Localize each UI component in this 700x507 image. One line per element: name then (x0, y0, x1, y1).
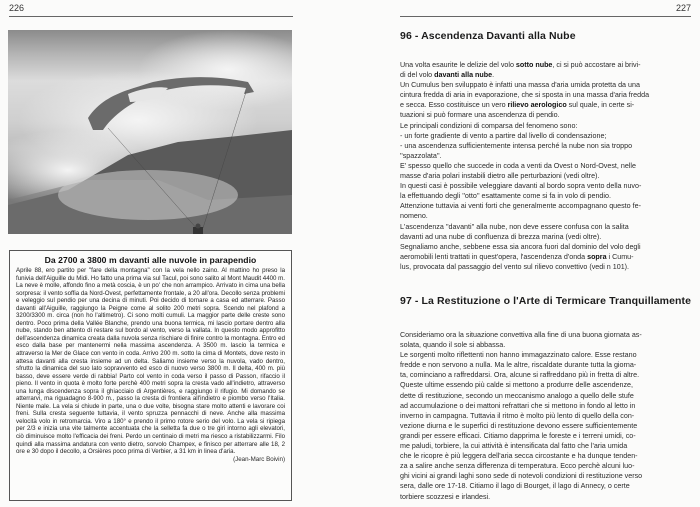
section-96-title: 96 - Ascendenza Davanti alla Nube (400, 30, 576, 42)
text-line: fredde e non servono a nulla. Ma le altre, riscaldate durante tutta la giorna- (400, 361, 637, 370)
text-line: Attenzione tuttavia ai venti forti che generalmente accompagnano questo fe- (400, 202, 641, 211)
text-line: Queste ultime essendo più calde si mettono a produrre delle ascendenze, (400, 381, 634, 390)
text-line: Consideriamo ora la situazione convettiva alla fine di una buona giornata as- (400, 331, 642, 339)
bold-term: sopra (587, 252, 607, 261)
page-number-right: 227 (676, 3, 692, 13)
story-signature: (Jean-Marc Boivin) (233, 455, 285, 463)
text-line: In questi casi è possibile veleggiare davanti al bordo sopra vento della nuvo- (400, 182, 642, 191)
section-96-body (400, 60, 692, 272)
paraglider-photo (8, 30, 292, 234)
text-line: lus, provocata dal passaggio del vento sul rilievo convettivo (vedi n 101). (400, 262, 630, 271)
text-line: aeromobili lenti trattati in quest'opera, l'ascendenza d'onda sopra i Cumu- (400, 252, 634, 261)
story-box (9, 250, 292, 501)
text-line: dette di restituzione, secondo un meccanismo analogo a quello delle stufe (400, 391, 634, 400)
text-line: vezione diurna e le superfici di restituzione devono essere sufficientemente (400, 421, 638, 430)
section-96-title-wrap (400, 30, 692, 42)
text-line: grandi per essere efficaci. Citiamo dapprima le foreste e i terreni umidi, co- (400, 431, 636, 440)
text-line: cintura fredda di aria in evaporazione, che si sposta in una massa d'aria fredda (400, 91, 650, 100)
text-line: nomeno. (400, 212, 428, 221)
text-line: Le sorgenti molto riflettenti non hanno immagazzinato calore. Esse restano (400, 351, 637, 360)
text-line: Le principali condizioni di comparsa del fenomeno sono: (400, 121, 578, 130)
text-line: inverno in campagna. Tuttavia il ritmo è molto più lento di quello della con- (400, 411, 635, 420)
text-line: Una volta esaurite le delizie del volo sotto nube, ci si può accostare ai brivi- (400, 61, 641, 69)
text-line: - una ascendenza sufficientemente intensa perché la nube non sia troppo (400, 141, 633, 150)
text-line: E' spesso quello che succede in coda a venti da Ovest o Nord-Ovest, nelle (400, 161, 636, 170)
page-number-left: 226 (9, 3, 25, 13)
story-text: Aprile 88, ero partito per "fare della montagna" con la vela nello zaino. Al mattino ho preso la funivia dell'Aiguille du Midi. Ho fatto una prima via sul Tacul, poi sono salito al Mont Maudit 4400 m. La neve è molle, affondo fino a metà coscia, è un po' che non arrampico. Arrivato in cima una bella sorpresa: il vento soffia da Nord-Ovest, perfettamente frontale, a 20 all'ora. Decollo senza problemi e veleggio sul pendio per una decina di minuti. Poi decido di tornare a casa ed atterrare. Passo davanti all'Aiguille, raggiungo la Peigne come al solito 200 metri sopra. Scendo nel plafond a 3200/3300 m. circa (non ho l'altimetro). Ci sono molti cumuli. La maggior parte delle creste sono dentro. Poco prima della Vallée Blanche, prendo una buona termica, mi lascio portare dentro alla nube, stando ben attento di restare sul bordo al vento, verso la vallata. In questo modo approfitto dell'ascendenza dinamica creata dalla nuvola senza rischiare di finire contro la montagna. Entro ed esco dalla base per mantenermi nella massima ascendenza. A 3500 m. lascio la termica e attraverso la Mer de Glace con vento in coda. Arrivo 200 m. sotto la cima di Montets, dove resto in attesa davanti alla cresta insieme ad un delta. Saliamo insieme verso la nuvola, vado dentro, sfrutto la dinamica del suo lato sopravvento ed esco di nuovo verso 3800 m. Il delta, 400 m. più basso, deve essere verde di rabbia! Parto col vento in coda verso il passo di Passon, rifaccio il pieno. Il vento in quota è molto forte perchè 400 metri sopra la cresta vado all'indietro, attraverso una lunga discendenza sopra il ghiacciaio di Argentières, e raggiungo il rifugio. Mi domando se atterrarvi, ma riguadagno 8-900 m., passo la cresta di frontiera all'indietro e piombo verso l'Italia. Niente male. La vela si chiude in parte, una o due volte, bisogna stare molto attenti e lavorare coi freni. Sulla cresta seguente tuttavia, il vento spruzza pennacchi di neve. Anche alla massima velocità volo in retromarcia. Viro a 180° e prendo il primo rotore serio del volo. La vela si ripiega per 2/3 e inizia una vite talmente accentuata che la selletta fa due o tre giri intorno agli elevatori, ciò diminuisce molto l'efficacia dei freni. Perdo un centinaio di metri ma riesco a ristabilizzarmi. Filo quindi alla massima andatura con vento dietro, sorvolo Champex, e finisco per atterrare alle 18, 2 ore e 30 dopo il decollo, a Orsières poco prima di Verbier, a 31 km in linea d'aria. (16, 267, 285, 456)
text-line: che le ricopre è più leggera dell'aria secca circostante e ha dunque tenden- (400, 452, 638, 461)
text-line: ta, cominciano a raffreddarsi. Ora, alcune si raffreddano più in fretta di altre. (400, 371, 640, 380)
text-line: L'ascendenza ''davanti'' alla nube, non deve essere confusa con la salita (400, 222, 629, 231)
section-97-title-wrap (400, 295, 692, 307)
text-line: sera, dalle ore 17-18. Citiamo il lago di Bourget, il lago di Annecy, o certe (400, 482, 630, 491)
text-line: ghi vicini ai grandi laghi sono sede di notevoli condizioni di restituzione verso (400, 472, 643, 481)
text-line: ''spazzolata''. (400, 151, 442, 160)
text-line: la effettuando degli ''otto'' esattamente come si fa in volo di pendio. (400, 192, 611, 201)
text-line: za a salire anche senza differenza di temperatura. Ecco perchè alcuni luo- (400, 462, 635, 471)
text-line: tuazioni si può formare una ascendenza di pendio. (400, 111, 560, 120)
text-line: me paludi, torbiere, la cui attività è intensificata dal fatto che l'aria umida (400, 442, 628, 451)
section-97-title: 97 - La Restituzione o l'Arte di Termicare Tranquillamente (400, 295, 692, 307)
bold-term: davanti alla nube (434, 71, 493, 80)
section-97-body (400, 330, 692, 502)
bold-term: rilievo aerologico (507, 101, 567, 110)
text-line: davanti ad una nube di confluenza di brezza marina (vedi oltre). (400, 232, 602, 241)
text-line: solata, quando il sole si abbassa. (400, 341, 506, 350)
text-line: di del volo davanti alla nube. (400, 71, 495, 80)
text-line: Segnaliamo anche, sebbene essa sia ancora fuori dal dominio del volo degli (400, 242, 641, 251)
text-line: ad accumulazione o dei mattoni refrattari che si mettono in fondo al letto in (400, 401, 636, 410)
story-title: Da 2700 a 3800 m davanti alle nuvole in parapendio (44, 255, 257, 265)
text-line: Un Cumulus ben sviluppato è infatti una massa d'aria umida protetta da una (400, 81, 640, 90)
bold-term: sotto nube (515, 61, 553, 69)
paraglider-photo-illustration (8, 30, 292, 234)
text-line: torbiere scozzesi e irlandesi. (400, 492, 491, 501)
text-line: e secca. Esso costituisce un vero rilievo aerologico sul quale, in certe si- (400, 101, 635, 110)
text-line: - un forte gradiente di vento a partire dal livello di condensazione; (400, 131, 607, 140)
text-line: masse d'aria polari instabili dietro alle perturbazioni (vedi oltre). (400, 172, 600, 181)
header-rule-right (400, 16, 691, 17)
header-rule-left (9, 16, 293, 17)
